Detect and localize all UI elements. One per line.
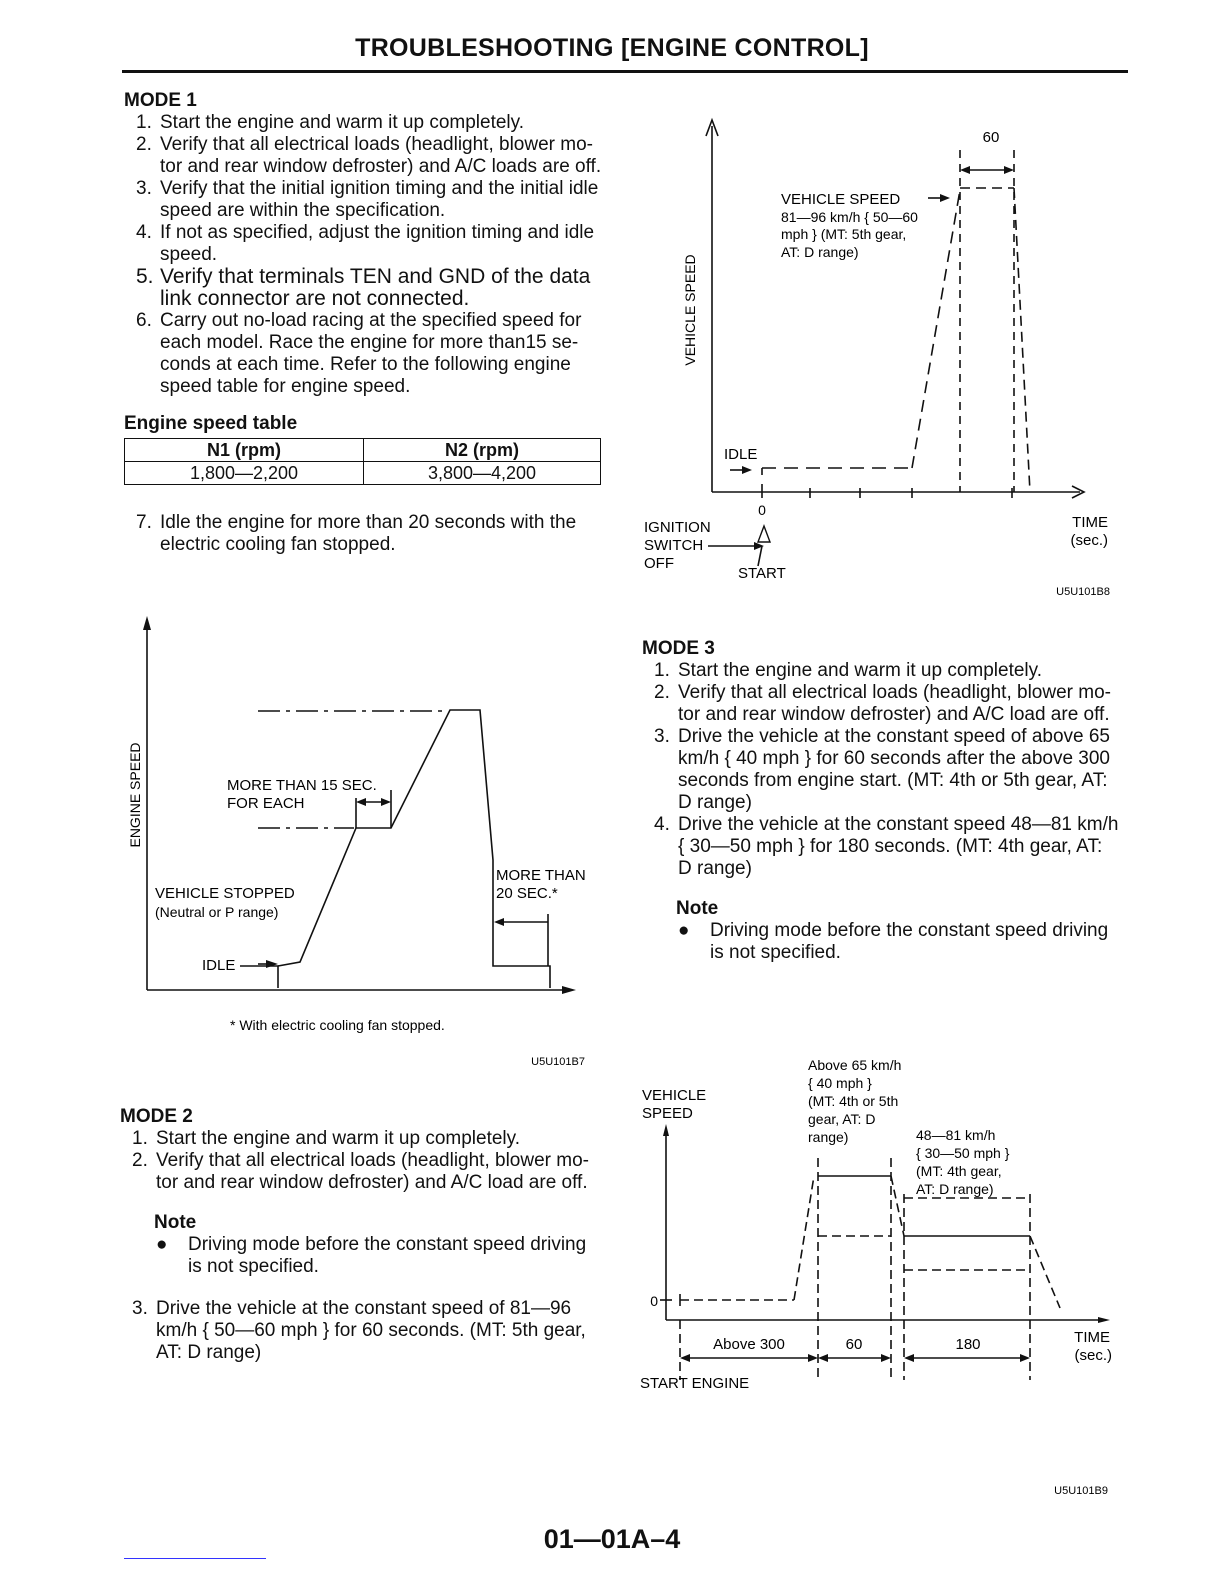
step-number: 2. bbox=[132, 1150, 148, 1171]
step-line: Drive the vehicle at the constant speed of 81—96 bbox=[156, 1298, 572, 1319]
list-item bbox=[642, 660, 1124, 682]
more-than-15-label-1: MORE THAN 15 SEC. bbox=[227, 777, 377, 794]
mode3-note bbox=[676, 898, 1124, 964]
step-line: seconds from engine start. (MT: 4th or 5th gear, AT: bbox=[678, 770, 1108, 791]
accel-dash bbox=[912, 190, 960, 468]
step-line: Start the engine and warm it up completely. bbox=[678, 660, 1043, 681]
step-line: each model. Race the engine for more than15 se- bbox=[160, 332, 579, 353]
step-number: 5. bbox=[136, 265, 154, 288]
mode1-section bbox=[124, 90, 604, 398]
step-number: 7. bbox=[136, 512, 152, 533]
mode3-steps bbox=[642, 660, 1124, 880]
table-cell-n2: 3,800—4,200 bbox=[364, 462, 601, 485]
sixty-arrow-right bbox=[1004, 166, 1014, 174]
step-number: 6. bbox=[136, 310, 152, 331]
table-cell-n1: 1,800—2,200 bbox=[125, 462, 364, 485]
step-number: 3. bbox=[136, 178, 152, 199]
start-label: START bbox=[738, 565, 786, 582]
ignition-label-3: OFF bbox=[644, 555, 674, 572]
step-line: tor and rear window defroster) and A/C loads are off. bbox=[160, 156, 602, 177]
step-number: 1. bbox=[136, 112, 152, 133]
step-line: km/h { 50—60 mph } for 60 seconds. (MT: 5th gear, bbox=[156, 1320, 586, 1341]
mode2-step3 bbox=[120, 1298, 600, 1364]
mode1-title: MODE 1 bbox=[124, 90, 197, 111]
step-line: Drive the vehicle at the constant speed 48—81 km/h bbox=[678, 814, 1119, 835]
bracket-arrow bbox=[904, 1354, 914, 1362]
page-title: TROUBLESHOOTING [ENGINE CONTROL] bbox=[355, 34, 869, 62]
zero-label: 0 bbox=[758, 502, 766, 518]
list-item bbox=[120, 1128, 600, 1150]
bracket-arrow bbox=[680, 1354, 690, 1362]
above65-label-4: gear, AT: D bbox=[808, 1111, 876, 1127]
y-label-1: VEHICLE bbox=[642, 1087, 707, 1104]
list-item bbox=[642, 814, 1124, 880]
list-item bbox=[120, 1150, 600, 1194]
vehicle-stopped-label-1: VEHICLE STOPPED bbox=[155, 885, 295, 902]
step-number: 4. bbox=[654, 814, 670, 835]
vehicle-speed-diagram-mode3 bbox=[636, 1050, 1126, 1500]
page-number: 01—01A–4 bbox=[543, 1524, 681, 1554]
start-arrow-line bbox=[758, 546, 762, 566]
above65-label-1: Above 65 km/h bbox=[808, 1057, 902, 1073]
start-arrow-head bbox=[758, 526, 770, 542]
table-header-n2: N2 (rpm) bbox=[364, 439, 601, 462]
step-line: Carry out no-load racing at the specified speed for bbox=[160, 310, 582, 331]
bullet-dot: ● bbox=[156, 1234, 168, 1255]
mode1-step7-list bbox=[124, 512, 604, 556]
mode3-title: MODE 3 bbox=[642, 638, 715, 659]
mode3-note-title: Note bbox=[676, 898, 719, 919]
mid-label-4: AT: D range) bbox=[916, 1181, 994, 1197]
start-engine-label: START ENGINE bbox=[640, 1375, 750, 1392]
bracket-arrow bbox=[881, 1354, 891, 1362]
mid-label-1: 48—81 km/h bbox=[916, 1127, 996, 1143]
bracket-20-arrow bbox=[494, 918, 504, 926]
y-axis-label: ENGINE SPEED bbox=[127, 742, 143, 848]
list-item bbox=[124, 178, 604, 222]
step-line: D range) bbox=[678, 792, 752, 813]
idle-label: IDLE bbox=[724, 446, 758, 463]
step-line: link connector are not connected. bbox=[160, 287, 470, 310]
list-item bbox=[642, 726, 1124, 814]
list-item bbox=[642, 682, 1124, 726]
time-label-1: TIME bbox=[1074, 1329, 1110, 1346]
x-axis-arrow bbox=[1098, 1317, 1110, 1323]
step-number: 4. bbox=[136, 222, 152, 243]
bracket-arrow bbox=[808, 1354, 818, 1362]
vehicle-stopped-label-2: (Neutral or P range) bbox=[155, 904, 279, 920]
step-line: If not as specified, adjust the ignition timing and idle bbox=[160, 222, 595, 243]
step-number: 2. bbox=[654, 682, 670, 703]
list-item bbox=[124, 112, 604, 134]
y-label-2: SPEED bbox=[642, 1105, 693, 1122]
bottom-link-rule bbox=[124, 1558, 266, 1559]
step-line: Verify that the initial ignition timing and the initial idle bbox=[160, 178, 599, 199]
step-line: AT: D range) bbox=[156, 1342, 262, 1363]
figure-code: U5U101B7 bbox=[531, 1056, 585, 1068]
time-label-1: TIME bbox=[1072, 514, 1108, 531]
above300-label: Above 300 bbox=[713, 1336, 785, 1353]
mode2-section bbox=[120, 1106, 600, 1364]
mode3-note-bullet bbox=[676, 920, 1124, 964]
step-line: speed. bbox=[160, 244, 218, 265]
list-item bbox=[124, 134, 604, 178]
step-line: Idle the engine for more than 20 seconds with the bbox=[160, 512, 577, 533]
top-value-label: 60 bbox=[982, 129, 1000, 146]
step-line: Verify that terminals TEN and GND of the data bbox=[160, 265, 591, 288]
step-number: 2. bbox=[136, 134, 152, 155]
mode2-note-bullet bbox=[154, 1234, 600, 1278]
step-line: { 30—50 mph } for 180 seconds. (MT: 4th gear, AT: bbox=[678, 836, 1103, 857]
header-rule bbox=[122, 70, 1128, 73]
step-line: Verify that all electrical loads (headlight, blower mo- bbox=[678, 682, 1111, 703]
vs-label-3: mph } (MT: 5th gear, bbox=[781, 226, 907, 242]
step-number: 1. bbox=[654, 660, 670, 681]
step-line: Verify that all electrical loads (headlight, blower mo- bbox=[160, 134, 593, 155]
step-line: D range) bbox=[678, 858, 752, 879]
step-line: speed table for engine speed. bbox=[160, 376, 411, 397]
accel-dash bbox=[794, 1176, 814, 1300]
idle-label: IDLE bbox=[202, 957, 236, 974]
x-axis-arrow bbox=[562, 986, 576, 994]
vs-label-2: 81—96 km/h { 50—60 bbox=[781, 209, 918, 225]
mid-label-2: { 30—50 mph } bbox=[916, 1145, 1010, 1161]
engine-speed-table bbox=[124, 438, 601, 485]
bracket-15-arrow-left bbox=[356, 798, 366, 806]
decel-dash bbox=[1014, 188, 1030, 492]
ignition-label-2: SWITCH bbox=[644, 537, 704, 554]
mode3-section bbox=[642, 638, 1124, 964]
table-title: Engine speed table bbox=[124, 413, 298, 434]
mode3-note-line-2: is not specified. bbox=[710, 942, 841, 963]
oneeighty-label: 180 bbox=[955, 1336, 981, 1353]
more-than-20-label-1: MORE THAN bbox=[496, 867, 586, 884]
step-line: Verify that all electrical loads (headlight, blower mo- bbox=[156, 1150, 589, 1171]
table-row bbox=[125, 462, 601, 485]
vs-arrow-head bbox=[940, 194, 950, 202]
bracket-arrow bbox=[1020, 1354, 1030, 1362]
list-item bbox=[124, 266, 604, 310]
bullet-dot: ● bbox=[678, 920, 690, 941]
mode2-note-line-1: Driving mode before the constant speed driving bbox=[188, 1234, 587, 1255]
mode2-steps bbox=[120, 1128, 600, 1194]
idle-arrow-head bbox=[742, 466, 752, 474]
mode2-note bbox=[154, 1212, 600, 1278]
list-item bbox=[120, 1298, 600, 1364]
step-line: conds at each time. Refer to the following engine bbox=[160, 354, 571, 375]
idle-segment bbox=[240, 966, 278, 988]
table-header-n1: N1 (rpm) bbox=[125, 439, 364, 462]
y-axis-arrow bbox=[143, 616, 151, 630]
engine-speed-curve bbox=[278, 710, 550, 988]
more-than-20-label-2: 20 SEC.* bbox=[496, 885, 558, 902]
time-label-2: (sec.) bbox=[1070, 532, 1108, 549]
step-number: 1. bbox=[132, 1128, 148, 1149]
step-line: Drive the vehicle at the constant speed of above 65 bbox=[678, 726, 1110, 747]
engine-speed-table-title bbox=[124, 413, 297, 435]
list-item bbox=[124, 222, 604, 266]
step-number: 3. bbox=[132, 1298, 148, 1319]
y-axis-arrow bbox=[663, 1124, 669, 1136]
table-header-row bbox=[125, 439, 601, 462]
above65-label-5: range) bbox=[808, 1129, 849, 1145]
vehicle-speed-diagram-mode2 bbox=[640, 110, 1120, 600]
step-line: electric cooling fan stopped. bbox=[160, 534, 396, 555]
mid-label-3: (MT: 4th gear, bbox=[916, 1163, 1002, 1179]
mode2-title: MODE 2 bbox=[120, 1106, 193, 1127]
decel-dash bbox=[891, 1176, 904, 1236]
step-line: km/h { 40 mph } for 60 seconds after the above 300 bbox=[678, 748, 1110, 769]
vs-label-1: VEHICLE SPEED bbox=[781, 191, 901, 208]
bracket-15-arrow-right bbox=[381, 798, 391, 806]
list-item bbox=[124, 310, 604, 398]
mode2-note-line-2: is not specified. bbox=[188, 1256, 319, 1277]
figure-code: U5U101B8 bbox=[1056, 586, 1110, 598]
sixty-arrow-left bbox=[960, 166, 970, 174]
vs-label-4: AT: D range) bbox=[781, 244, 859, 260]
mode3-note-line-1: Driving mode before the constant speed driving bbox=[710, 920, 1109, 941]
above65-label-3: (MT: 4th or 5th bbox=[808, 1093, 899, 1109]
step-line: Start the engine and warm it up completely. bbox=[156, 1128, 521, 1149]
time-label-2: (sec.) bbox=[1074, 1347, 1112, 1364]
more-than-15-label-2: FOR EACH bbox=[227, 795, 305, 812]
final-decel-dash bbox=[1030, 1236, 1060, 1308]
step-line: tor and rear window defroster) and A/C load are off. bbox=[156, 1172, 588, 1193]
mode1-step7 bbox=[124, 512, 604, 556]
footnote: * With electric cooling fan stopped. bbox=[230, 1017, 445, 1033]
step-line: tor and rear window defroster) and A/C load are off. bbox=[678, 704, 1110, 725]
sixty-label: 60 bbox=[845, 1336, 863, 1353]
list-item bbox=[124, 512, 604, 556]
mode2-note-title: Note bbox=[154, 1212, 197, 1233]
step-number: 3. bbox=[654, 726, 670, 747]
y-axis-label: VEHICLE SPEED bbox=[682, 254, 698, 366]
figure-code: U5U101B9 bbox=[1054, 1485, 1108, 1497]
zero-label: 0 bbox=[650, 1293, 658, 1309]
step-line: Start the engine and warm it up completely. bbox=[160, 112, 525, 133]
mode1-steps bbox=[124, 112, 604, 398]
engine-speed-diagram bbox=[110, 610, 610, 1070]
ign-arrow-head bbox=[754, 542, 764, 550]
bracket-arrow bbox=[818, 1354, 828, 1362]
ignition-label-1: IGNITION bbox=[644, 519, 711, 536]
above65-label-2: { 40 mph } bbox=[808, 1075, 872, 1091]
step-line: speed are within the specification. bbox=[160, 200, 446, 221]
